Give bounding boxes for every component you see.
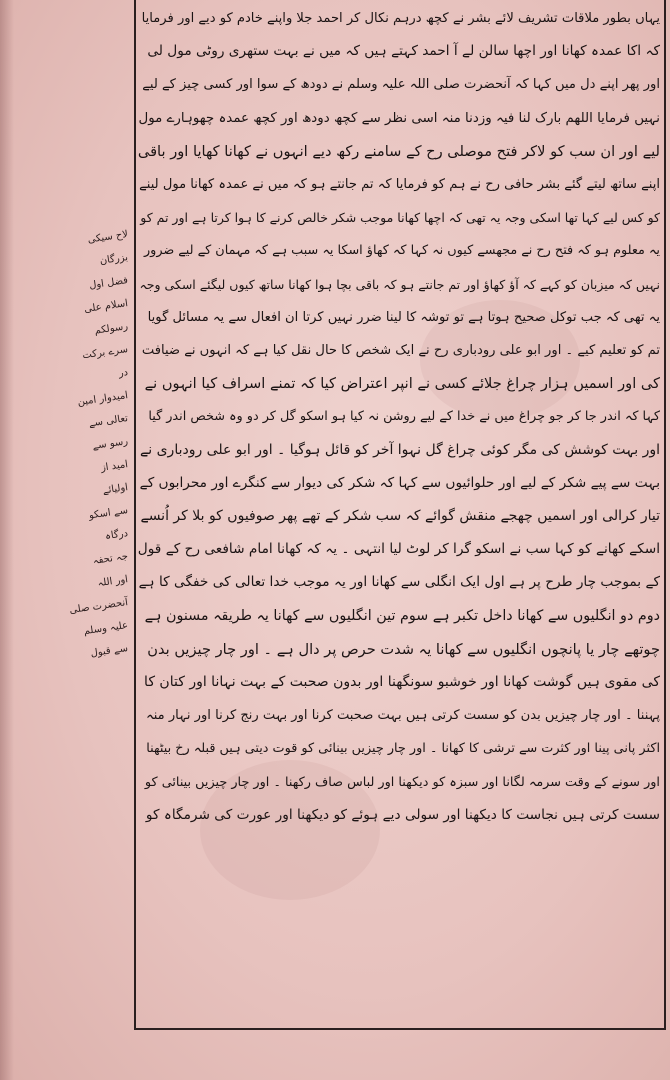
text-line: یہاں بطور ملاقات تشریف لائے بشر نے کچھ درہم نکال کر احمد جلا واپنے خادم کو دیے اور فرمایا [141,11,660,26]
margin-note: سے قبول [89,643,129,660]
margin-note: اولیائے [102,482,129,497]
text-line: اور بہت کوشش کی مگر کوئی چراغ گل نہوا آخر کو قائل ہوگیا ۔ اور ابو علی رودباری نے [140,441,660,458]
text-line: چوتھے چار یا پانچوں انگلیوں سے کھانا یہ شدت حرص پر دال ہے ۔ اور چار چیزیں بدن [147,640,660,658]
text-line: تیار کرالی اور اسمیں چھجے منقش گوائے کہ سب شکر کے تھے پھر صوفیوں کو بلا کر اُنسے [140,508,660,525]
text-line: اکثر پانی پینا اور کثرت سے ترشی کا کھانا ۔ اور چار چیزیں بینائی کو قوت دیتی ہیں قبلہ رخ بیٹھنا [146,741,660,757]
margin-note: علیہ وسلم [83,620,129,638]
text-line: کے بموجب چار طرح پر ہے اول ایک انگلی سے کھانا اور یہ موجب خدا تعالی کی خفگی کا ہے [138,574,660,591]
text-line: اسکے کھانے کو کہا سب نے اسکو گرا کر لوٹ لیا انتہی ۔ یہ کہ کھانا امام شافعی رح کے قول [138,541,660,558]
text-line: یہ تھی کہ جب توکل صحیح ہوتا ہے تو توشہ کا لینا ضرر نہیں کرتا ان افعال سے یہ مسائل گویا [147,309,660,325]
text-line: دوم دو انگلیوں سے کھانا داخل تکبر ہے سوم تین انگلیوں سے کھانا یہ طریقہ مسنون ہے [144,607,660,624]
text-line: کہا کہ اندر جا کر جو چراغ میں نے خدا کے لیے روشن نہ کیا ہو اسکو گل کر دو وہ شخص اندر گیا [148,409,660,425]
text-line: اپنے ساتھ لیتے گئے بشر حافی رح نے ہم کو فرمایا کہ تم جانتے ہو کہ میں نے عمدہ کھانا مول لینے [139,177,660,193]
margin-note: امیدوار امین [76,390,129,409]
text-line: لیے اور ان سب کو لاکر فتح موصلی رح کے سامنے رکھ دیے انہوں نے کھانا کھایا اور باقی [138,142,660,160]
text-line: یہ معلوم ہو کہ فتح رح نے مجھسے کیوں نہ کہا کہ کھاؤ اسکا یہ سبب ہے کہ مہمان کے لیے ضرور [143,243,660,259]
text-line: اور سونے کے وقت سرمہ لگانا اور سبزہ کو دیکھنا اور لباس صاف رکھنا ۔ اور چار چیزیں بینائی کو [144,774,660,790]
margin-note: فضل اول [88,275,129,292]
text-line: کی اور اسمیں ہزار چراغ جلائے کسی نے انپر اعتراض کیا کہ تمنے اسراف کیا انہوں نے [144,375,660,393]
text-line: اور پھر اپنے دل میں کہا کہ آنحضرت صلی اللہ علیہ وسلم نے دودھ کے سوا اور کسی چیز کے لیے [142,77,660,93]
page-edge-shadow [0,0,14,1080]
text-line: پہننا ۔ اور چار چیزیں بدن کو سست کرتی ہیں بہت صحبت کرنا اور بہت رنج کرنا اور نہار منہ [146,708,660,724]
margin-note: امید از [100,459,129,474]
margin-note: رسو سے [91,436,129,452]
margin-note: سے اسکو [88,505,129,522]
text-line: کو کس لیے کہا تھا اسکی وجہ یہ تھی کہ اچھا کھانا موجب شکر خالص کرنے کا ہوا کرتا ہے اور تم کو [140,210,660,226]
left-margin-rule [134,0,136,1030]
text-line: نہیں کہ میزبان کو کہے کہ آؤ کھاؤ اور تم جانتے ہو کہ باقی بچا ہوا کھانا ساتھ کیوں لیگئے اسکی وجہ [139,276,660,292]
margin-note: لاح سیکی [86,229,129,246]
text-line: کہ اکا عمدہ کھانا اور اچھا سالن لے آ احمد کہتے ہیں کہ میں نے بہت ستھری روٹی مول لی [147,43,660,60]
margin-note: رسولکم [93,321,129,337]
text-line: بہت سے پیے شکر کے لیے اور حلوائیوں سے کہا کہ شکر کی دیوار سے کنگرے اور محرابوں کے [139,474,660,491]
margin-annotations [64,228,128,828]
right-margin-rule [664,0,666,1030]
margin-note: اسلام علی [83,298,129,316]
margin-note: اور اللہ [96,574,129,590]
text-line: تم کو تعلیم کیے ۔ اور ابو علی رودباری رح نے ایک شخص کا حال نقل کیا ہے کہ انہوں نے ضیافت [141,343,660,359]
bottom-margin-rule [134,1028,666,1030]
margin-note: سرے برکت [81,344,129,362]
margin-note: بزرگان [99,252,129,267]
text-line: کی مقوی ہیں گوشت کھانا اور خوشبو سونگھنا اور بدون صحبت کے بہت نہانا اور کتان کا [144,674,660,691]
text-line: نہیں فرمایا اللھم بارک لنا فیہ وزدنا منہ اسی نظر سے کچھ دودھ اور کچھ عمدہ چھوہارے مول [138,110,660,126]
margin-note: آنحضرت صلی [68,597,129,617]
margin-note: درگاہ [104,528,129,543]
margin-note: جہ تحفہ [92,551,129,567]
margin-note: تعالی سے [88,413,129,430]
text-line: سست کرتی ہیں نجاست کا دیکھنا اور سولی دیے ہوئے کو دیکھنا اور عورت کی شرمگاہ کو [145,806,660,823]
main-text-block [138,2,660,1027]
margin-note: در [117,367,129,380]
